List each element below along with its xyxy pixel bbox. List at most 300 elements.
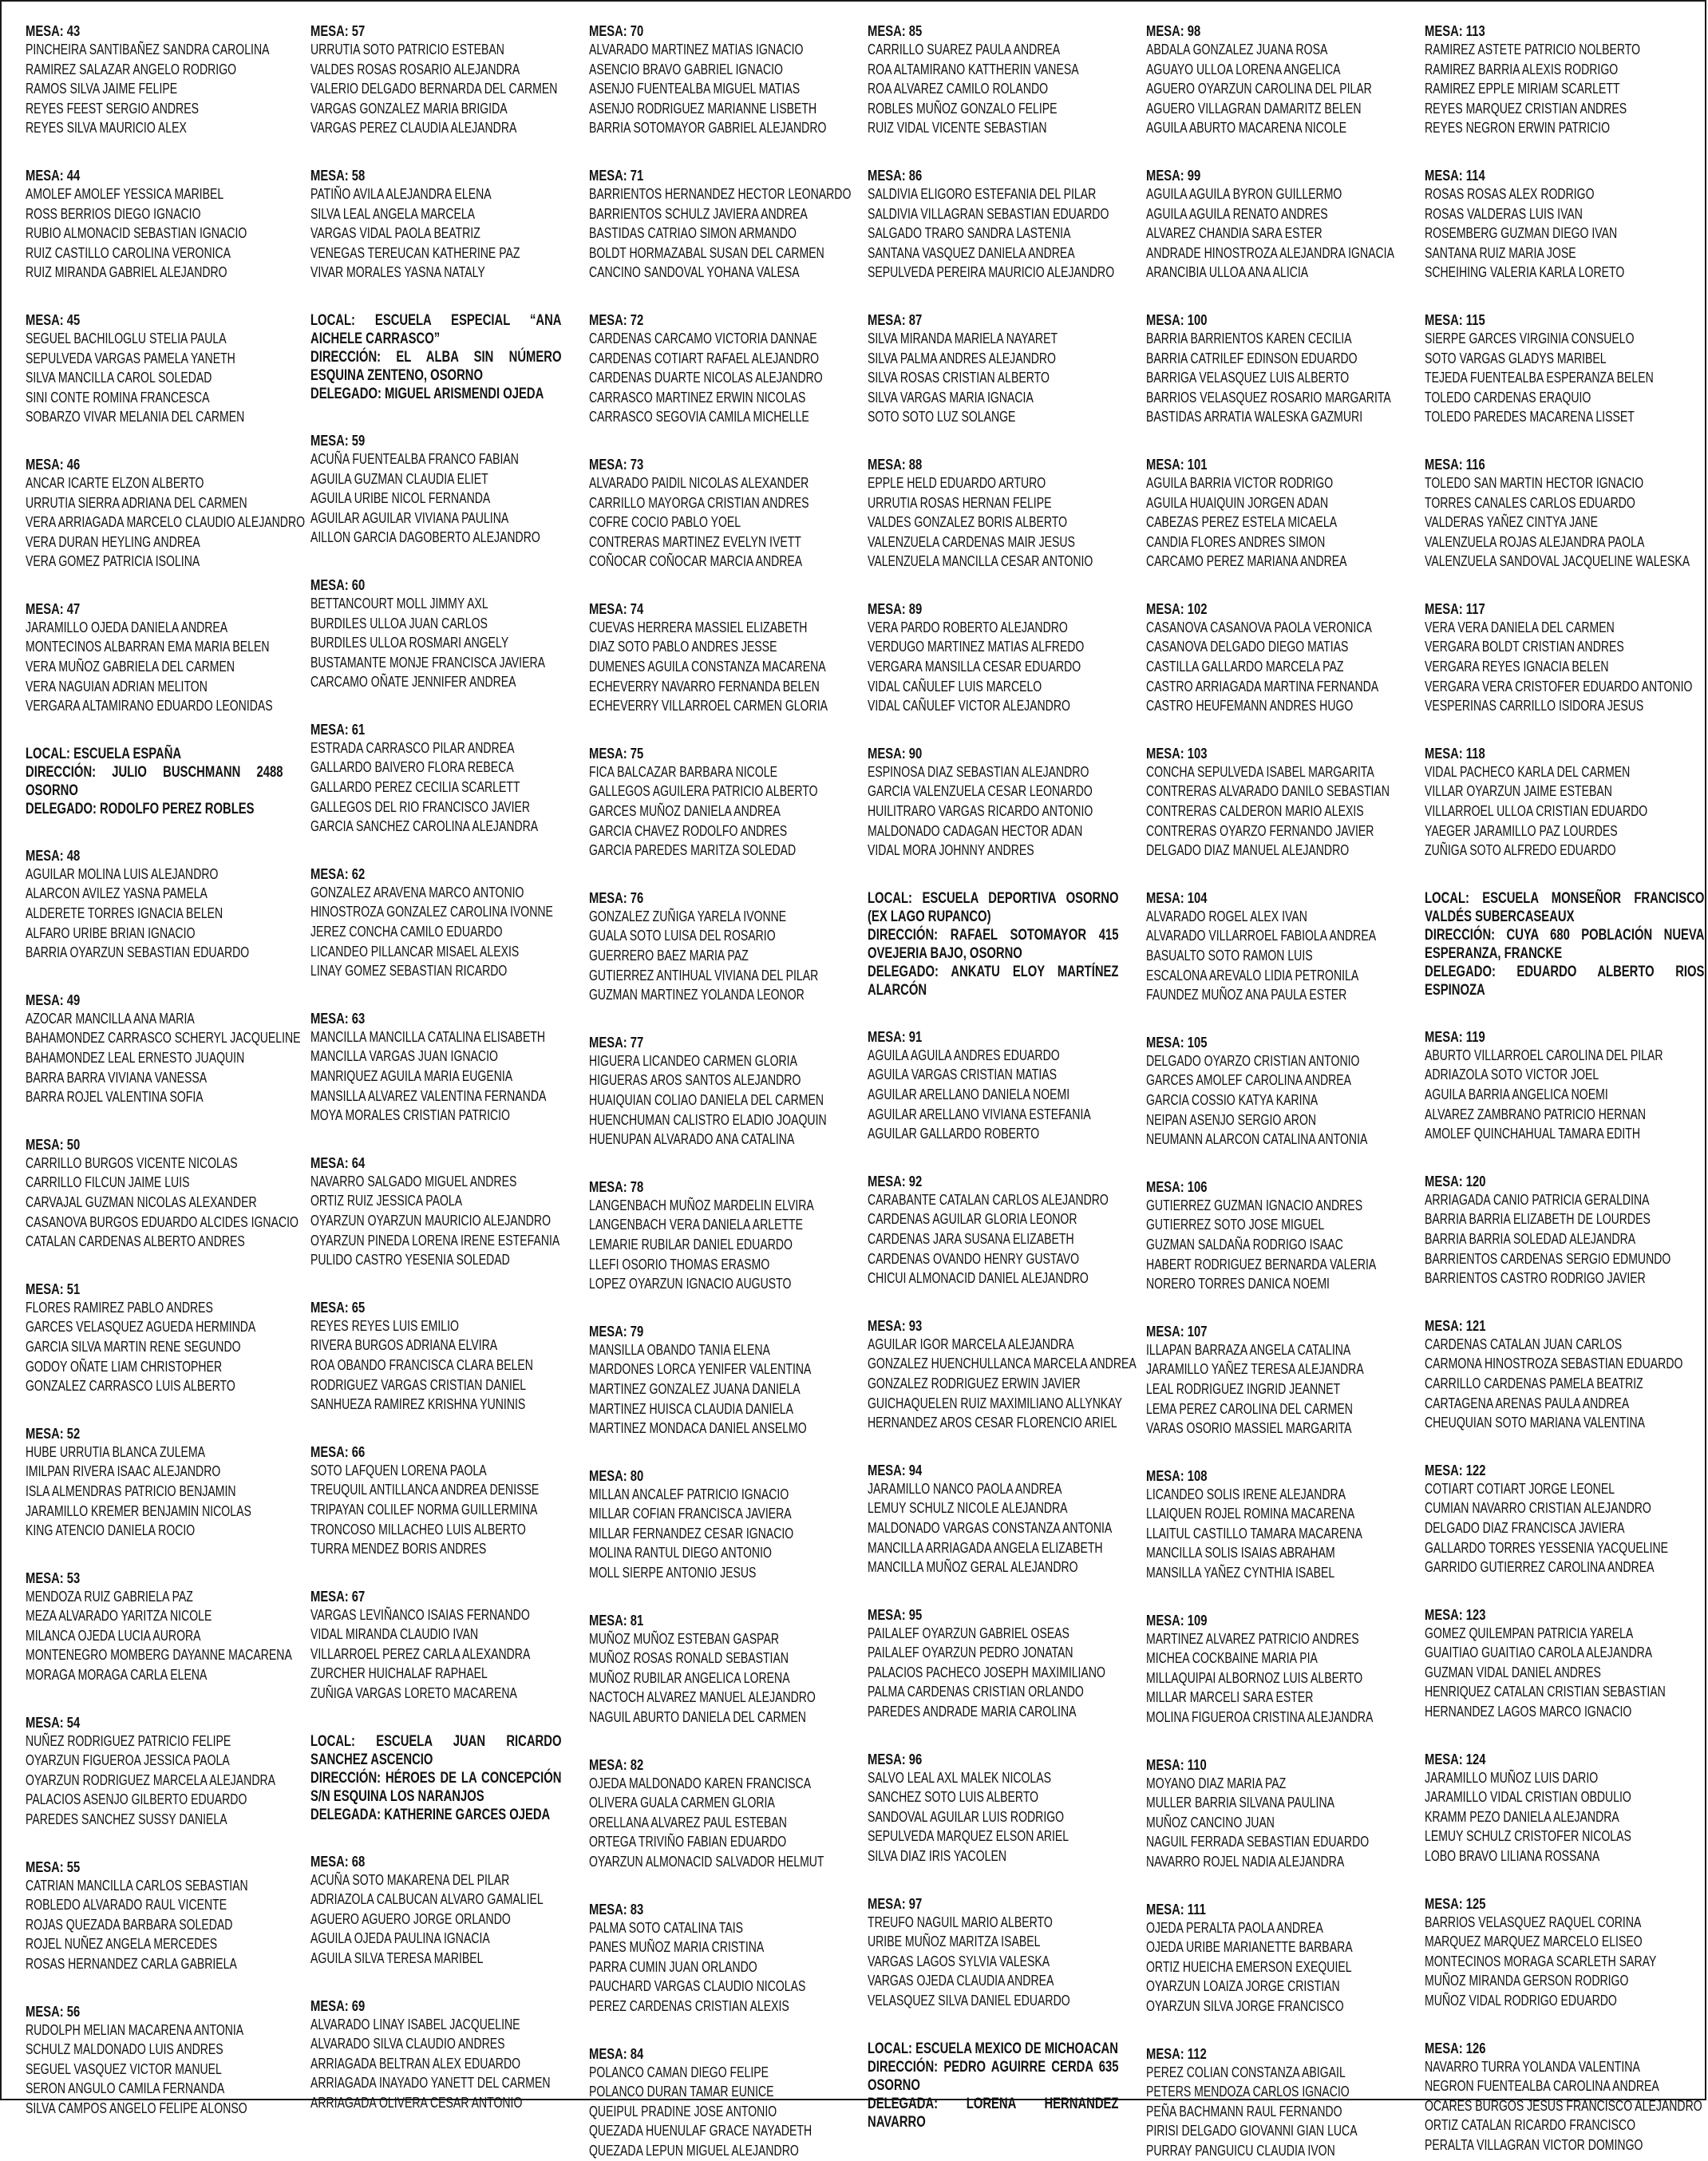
member-name: OJEDA URIBE MARIANETTE BARBARA — [1146, 1938, 1353, 1956]
member-name: GUAITIAO GUAITIAO CAROLA ALEJANDRA — [1425, 1644, 1653, 1661]
member-name: SEPULVEDA MARQUEZ ELSON ARIEL — [868, 1827, 1069, 1845]
mesa-title: MESA: 95 — [868, 1605, 923, 1623]
member-name: CARRILLO MAYORGA CRISTIAN ANDRES — [589, 493, 809, 511]
member-name: CASANOVA CASANOVA PAOLA VERONICA — [1146, 618, 1372, 635]
member-name: ARANCIBIA ULLOA ANA ALICIA — [1146, 263, 1309, 281]
member-name: SCHULZ MALDONADO LUIS ANDRES — [26, 2040, 223, 2058]
member-name: ORTEGA TRIVIÑO FABIAN EDUARDO — [589, 1833, 787, 1850]
mesa-block — [310, 865, 562, 981]
member-name: ALVARADO MARTINEZ MATIAS IGNACIO — [589, 41, 804, 57]
member-name: HINOSTROZA GONZALEZ CAROLINA IVONNE — [310, 903, 553, 920]
member-name: ALVARADO ROGEL ALEX IVAN — [1146, 907, 1307, 924]
member-name: VIDAL PACHECO KARLA DEL CARMEN — [1425, 762, 1631, 780]
member-name: BASUALTO SOTO RAMON LUIS — [1146, 947, 1313, 964]
member-name: EPPLE HELD EDUARDO ARTURO — [868, 473, 1046, 491]
member-name: OYARZUN LOAIZA JORGE CRISTIAN — [1146, 1977, 1340, 1995]
member-name: LICANDEO PILLANCAR MISAEL ALEXIS — [310, 942, 520, 960]
member-name: GARCES AMOLEF CAROLINA ANDREA — [1146, 1071, 1352, 1089]
member-name: RAMIREZ BARRIA ALEXIS RODRIGO — [1425, 60, 1619, 77]
member-name: TORRES CANALES CARLOS EDUARDO — [1425, 493, 1635, 511]
member-name: AGUILAR IGOR MARCELA ALEJANDRA — [868, 1335, 1074, 1352]
member-name: PALACIOS PACHECO JOSEPH MAXIMILIANO — [868, 1663, 1105, 1680]
member-name: VESPERINAS CARRILLO ISIDORA JESUS — [1425, 697, 1644, 714]
member-name: AZOCAR MANCILLA ANA MARIA — [26, 1009, 195, 1027]
member-name: MARQUEZ MARQUEZ MARCELO ELISEO — [1425, 1933, 1643, 1950]
member-name: RAMIREZ EPPLE MIRIAM SCARLETT — [1425, 80, 1620, 97]
member-name: AGUILAR MOLINA LUIS ALEJANDRO — [26, 865, 219, 882]
member-name: HENRIQUEZ CATALAN CRISTIAN SEBASTIAN — [1425, 1683, 1666, 1700]
mesa-title: MESA: 74 — [589, 600, 644, 617]
mesa-title: MESA: 104 — [1146, 889, 1208, 906]
member-name: PETERS MENDOZA CARLOS IGNACIO — [1146, 2083, 1350, 2100]
member-name: MONTECINOS MORAGA SCARLETH SARAY — [1425, 1952, 1657, 1969]
member-name: CARRILLO BURGOS VICENTE NICOLAS — [26, 1154, 238, 1171]
mesa-block — [589, 745, 840, 861]
member-name: OJEDA PERALTA PAOLA ANDREA — [1146, 1918, 1323, 1936]
member-name: SOTO LAFQUEN LORENA PAOLA — [310, 1461, 487, 1478]
member-name: SALDIVIA ELIGORO ESTEFANIA DEL PILAR — [868, 184, 1097, 202]
member-name: GUTIERREZ SOTO JOSE MIGUEL — [1146, 1216, 1325, 1233]
member-name: VALDES GONZALEZ BORIS ALBERTO — [868, 513, 1068, 531]
member-name: URRUTIA SIERRA ADRIANA DEL CARMEN — [26, 493, 247, 511]
member-name: CARCAMO PEREZ MARIANA ANDREA — [1146, 552, 1347, 570]
mesa-title: MESA: 71 — [589, 166, 644, 184]
member-name: MOYANO DIAZ MARIA PAZ — [1146, 1774, 1287, 1791]
member-name: ALVARADO LINAY ISABEL JACQUELINE — [310, 2015, 520, 2032]
mesa-title: MESA: 91 — [868, 1027, 923, 1045]
member-name: CASTRO HEUFEMANN ANDRES HUGO — [1146, 697, 1354, 714]
member-name: CHEUQUIAN SOTO MARIANA VALENTINA — [1425, 1414, 1646, 1431]
member-name: GALLEGOS DEL RIO FRANCISCO JAVIER — [310, 798, 531, 815]
member-name: CASTILLA GALLARDO MARCELA PAZ — [1146, 658, 1344, 675]
mesa-block — [1425, 311, 1705, 427]
member-name: GUTIERREZ GUZMAN IGNACIO ANDRES — [1146, 1196, 1363, 1213]
member-name: SILVA ROSAS CRISTIAN ALBERTO — [868, 369, 1050, 386]
mesa-block — [26, 455, 306, 572]
member-name: RAMIREZ SALAZAR ANGELO RODRIGO — [26, 60, 237, 77]
local-name: LOCAL: ESCUELA ESPECIAL “ANA AICHELE CARRASCO” — [310, 311, 562, 347]
member-name: RAMIREZ ASTETE PATRICIO NOLBERTO — [1425, 41, 1641, 57]
member-name: AGUILA VARGAS CRISTIAN MATIAS — [868, 1066, 1057, 1083]
member-name: ALVARADO PAIDIL NICOLAS ALEXANDER — [589, 473, 809, 491]
local-info-block — [26, 745, 283, 818]
mesa-title: MESA: 62 — [310, 865, 366, 882]
mesa-block — [589, 1467, 840, 1583]
member-name: IMILPAN RIVERA ISAAC ALEJANDRO — [26, 1462, 221, 1480]
member-name: ROSAS HERNANDEZ CARLA GABRIELA — [26, 1955, 237, 1972]
member-name: VILLARROEL PEREZ CARLA ALEXANDRA — [310, 1644, 531, 1662]
member-name: VERGARA REYES IGNACIA BELEN — [1425, 658, 1609, 675]
member-name: SANHUEZA RAMIREZ KRISHNA YUNINIS — [310, 1395, 526, 1413]
mesa-title: MESA: 82 — [589, 1755, 644, 1773]
member-name: AGUERO VILLAGRAN DAMARITZ BELEN — [1146, 99, 1362, 117]
mesa-block — [310, 1997, 562, 2113]
mesa-block — [1425, 600, 1705, 716]
mesa-block — [589, 2045, 840, 2161]
member-name: BARRIA SOTOMAYOR GABRIEL ALEJANDRO — [589, 119, 827, 137]
member-name: URRUTIA SOTO PATRICIO ESTEBAN — [310, 41, 504, 57]
mesa-title: MESA: 120 — [1425, 1172, 1486, 1189]
member-name: COFRE COCIO PABLO YOEL — [589, 513, 741, 531]
member-name: TURRA MENDEZ BORIS ANDRES — [310, 1540, 487, 1557]
member-name: BARRIA BARRIA SOLEDAD ALEJANDRA — [1425, 1229, 1636, 1247]
mesa-block — [310, 1853, 562, 1969]
member-name: AGUILAR ARELLANO VIVIANA ESTEFANIA — [868, 1105, 1091, 1122]
member-name: PALMA CARDENAS CRISTIAN ORLANDO — [868, 1683, 1084, 1700]
member-name: SEGUEL BACHILOGLU STELIA PAULA — [26, 329, 227, 346]
member-name: AMOLEF AMOLEF YESSICA MARIBEL — [26, 184, 224, 202]
member-name: MILLAQUIPAI ALBORNOZ LUIS ALBERTO — [1146, 1668, 1363, 1686]
member-name: MEZA ALVARADO YARITZA NICOLE — [26, 1607, 212, 1625]
member-name: ORELLANA ALVAREZ PAUL ESTEBAN — [589, 1813, 787, 1831]
member-name: AGUILA HUAIQUIN JORGEN ADAN — [1146, 493, 1329, 511]
mesa-title: MESA: 60 — [310, 576, 366, 593]
member-name: ABDALA GONZALEZ JUANA ROSA — [1146, 41, 1328, 57]
member-name: ADRIAZOLA SOTO VICTOR JOEL — [1425, 1066, 1599, 1083]
member-name: VALENZUELA MANCILLA CESAR ANTONIO — [868, 552, 1093, 570]
member-name: BOLDT HORMAZABAL SUSAN DEL CARMEN — [589, 243, 824, 261]
local-info — [310, 311, 561, 403]
member-name: PARRA CUMIN JUAN ORLANDO — [589, 1957, 757, 1975]
member-name: QUEZADA LEPUN MIGUEL ALEJANDRO — [589, 2141, 799, 2159]
mesa-title: MESA: 114 — [1425, 166, 1485, 184]
member-name: VERGARA VERA CRISTOFER EDUARDO ANTONIO — [1425, 677, 1693, 695]
member-name: SEGUEL VASQUEZ VICTOR MANUEL — [26, 2060, 222, 2077]
member-name: POLANCO CAMAN DIEGO FELIPE — [589, 2063, 769, 2080]
member-name: GALLEGOS AGUILERA PATRICIO ALBERTO — [589, 782, 818, 800]
member-name: AGUERO OYARZUN CAROLINA DEL PILAR — [1146, 80, 1372, 97]
member-name: ROJAS QUEZADA BARBARA SOLEDAD — [26, 1915, 233, 1933]
local-delegate: DELEGADO: EDUARDO ALBERTO RIOS ESPINOZA — [1425, 963, 1705, 999]
mesa-block — [26, 1280, 283, 1396]
mesa-block — [1146, 889, 1398, 1005]
mesa-title: MESA: 72 — [589, 311, 644, 328]
member-name: VENEGAS TEREUCAN KATHERINE PAZ — [310, 243, 520, 261]
member-name: ROSAS VALDERAS LUIS IVAN — [1425, 204, 1583, 222]
member-name: PINCHEIRA SANTIBAÑEZ SANDRA CAROLINA — [26, 41, 270, 57]
member-name: MILLAR COFIAN FRANCISCA JAVIERA — [589, 1505, 792, 1522]
mesa-block — [310, 1299, 562, 1415]
mesa-block — [868, 1462, 1119, 1577]
member-name: CANCINO SANDOVAL YOHANA VALESA — [589, 263, 800, 281]
member-name: SCHEIHING VALERIA KARLA LORETO — [1425, 263, 1625, 281]
member-name: AGUILAR AGUILAR VIVIANA PAULINA — [310, 509, 509, 526]
local-delegate: DELEGADO: MIGUEL ARISMENDI OJEDA — [310, 385, 544, 402]
member-name: VALENZUELA SANDOVAL JACQUELINE WALESKA — [1425, 552, 1690, 570]
member-name: VARGAS PEREZ CLAUDIA ALEJANDRA — [310, 119, 517, 137]
local-info — [26, 745, 283, 818]
member-name: AGUERO AGUERO JORGE ORLANDO — [310, 1910, 511, 1927]
member-name: VIVAR MORALES YASNA NATALY — [310, 263, 485, 281]
mesa-block — [589, 1612, 840, 1728]
member-name: MALDONADO VARGAS CONSTANZA ANTONIA — [868, 1518, 1113, 1536]
mesa-block — [26, 1425, 283, 1541]
member-name: SILVA CAMPOS ANGELO FELIPE ALONSO — [26, 2099, 247, 2116]
mesa-title: MESA: 73 — [589, 455, 644, 473]
member-name: BARRIGA VELASQUEZ LUIS ALBERTO — [1146, 369, 1350, 386]
member-name: ROBLEDO ALVARADO RAUL VICENTE — [26, 1896, 227, 1914]
member-name: OLIVERA GUALA CARMEN GLORIA — [589, 1794, 775, 1811]
member-name: VERGARA BOLDT CRISTIAN ANDRES — [1425, 638, 1624, 655]
mesa-block — [1425, 22, 1705, 138]
member-name: AGUILA BARRIA VICTOR RODRIGO — [1146, 473, 1334, 491]
mesa-block — [26, 847, 283, 963]
member-name: NAVARRO TURRA YOLANDA VALENTINA — [1425, 2057, 1640, 2075]
member-name: ASENJO FUENTEALBA MIGUEL MATIAS — [589, 80, 801, 97]
mesa-title: MESA: 112 — [1146, 2044, 1207, 2062]
member-name: PEREZ CARDENAS CRISTIAN ALEXIS — [589, 1997, 789, 2014]
member-name: OCARES BURGOS JESUS FRANCISCO ALEJANDRO — [1425, 2096, 1702, 2114]
mesa-title: MESA: 52 — [26, 1424, 81, 1442]
member-name: NAVARRO ROJEL NADIA ALEJANDRA — [1146, 1853, 1345, 1870]
member-name: SILVA VARGAS MARIA IGNACIA — [868, 388, 1034, 406]
member-name: VARGAS LAGOS SYLVIA VALESKA — [868, 1952, 1050, 1969]
column-layout — [2, 2, 1705, 2159]
member-name: VARGAS VIDAL PAOLA BEATRIZ — [310, 224, 480, 242]
mesa-title: MESA: 45 — [26, 311, 81, 328]
column-4 — [844, 2, 1137, 2131]
member-name: VARGAS GONZALEZ MARIA BRIGIDA — [310, 99, 508, 117]
member-name: MALDONADO CADAGAN HECTOR ADAN — [868, 821, 1083, 839]
member-name: SILVA MIRANDA MARIELA NAYARET — [868, 329, 1058, 346]
member-name: MARTINEZ HUISCA CLAUDIA DANIELA — [589, 1399, 794, 1417]
member-name: VIDAL CAÑULEF VICTOR ALEJANDRO — [868, 697, 1070, 714]
mesa-block — [868, 1606, 1119, 1722]
member-name: AGUAYO ULLOA LORENA ANGELICA — [1146, 60, 1341, 77]
member-name: CARDENAS DUARTE NICOLAS ALEJANDRO — [589, 369, 823, 386]
local-address: DIRECCIÓN: JULIO BUSCHMANN 2488 OSORNO — [26, 763, 283, 799]
member-name: GARCIA PAREDES MARITZA SOLEDAD — [589, 841, 797, 859]
member-name: JARAMILLO YAÑEZ TERESA ALEJANDRA — [1146, 1360, 1364, 1378]
mesa-title: MESA: 125 — [1425, 1894, 1486, 1912]
member-name: OYARZUN OYARZUN MAURICIO ALEJANDRO — [310, 1211, 552, 1229]
member-name: ALDERETE TORRES IGNACIA BELEN — [26, 904, 223, 922]
member-name: JARAMILLO KREMER BENJAMIN NICOLAS — [26, 1502, 251, 1519]
mesa-title: MESA: 121 — [1425, 1316, 1486, 1334]
mesa-title: MESA: 96 — [868, 1750, 923, 1767]
member-name: LLEFI OSORIO THOMAS ERASMO — [589, 1255, 770, 1272]
mesa-block — [1146, 1901, 1398, 2017]
member-name: LANGENBACH MUÑOZ MARDELIN ELVIRA — [589, 1196, 814, 1213]
member-name: RIVERA BURGOS ADRIANA ELVIRA — [310, 1336, 498, 1354]
member-name: ARRIAGADA INAYADO YANETT DEL CARMEN — [310, 2074, 551, 2092]
mesa-title: MESA: 57 — [310, 22, 366, 39]
member-name: MOYA MORALES CRISTIAN PATRICIO — [310, 1106, 510, 1124]
member-name: GARCIA COSSIO KATYA KARINA — [1146, 1090, 1319, 1108]
mesa-block — [589, 456, 840, 572]
mesa-block — [589, 1034, 840, 1150]
mesa-title: MESA: 126 — [1425, 2039, 1486, 2056]
member-name: PIRISI DELGADO GIOVANNI GIAN LUCA — [1146, 2122, 1358, 2139]
local-delegate: DELEGADO: ANKATU ELOY MARTÍNEZ ALARCÓN — [868, 963, 1119, 999]
member-name: SOBARZO VIVAR MELANIA DEL CARMEN — [26, 408, 245, 425]
mesa-block — [310, 1154, 562, 1270]
member-name: RUIZ VIDAL VICENTE SEBASTIAN — [868, 119, 1047, 137]
mesa-title: MESA: 88 — [868, 455, 923, 473]
mesa-block — [589, 1323, 840, 1439]
member-name: JARAMILLO OJEDA DANIELA ANDREA — [26, 618, 228, 635]
member-name: BAHAMONDEZ LEAL ERNESTO JUAQUIN — [26, 1049, 245, 1066]
mesa-title: MESA: 109 — [1146, 1611, 1208, 1629]
member-name: CATALAN CARDENAS ALBERTO ANDRES — [26, 1233, 245, 1250]
local-name: LOCAL: ESCUELA DEPORTIVA OSORNO (EX LAGO RUPANCO) — [868, 889, 1119, 925]
mesa-title: MESA: 68 — [310, 1852, 366, 1870]
member-name: ILLAPAN BARRAZA ANGELA CATALINA — [1146, 1340, 1351, 1358]
member-name: SILVA DIAZ IRIS YACOLEN — [868, 1847, 1006, 1865]
member-name: BARRIOS VELASQUEZ ROSARIO MARGARITA — [1146, 388, 1391, 406]
member-name: GUALA SOTO LUISA DEL ROSARIO — [589, 927, 776, 944]
member-name: CARRASCO MARTINEZ ERWIN NICOLAS — [589, 388, 806, 406]
member-name: CONTRERAS ALVARADO DANILO SEBASTIAN — [1146, 782, 1390, 800]
mesa-title: MESA: 113 — [1425, 22, 1485, 39]
member-name: MANCILLA MANCILLA CATALINA ELISABETH — [310, 1027, 546, 1045]
mesa-title: MESA: 48 — [26, 846, 81, 864]
member-name: CARRILLO CARDENAS PAMELA BEATRIZ — [1425, 1374, 1643, 1391]
mesa-title: MESA: 50 — [26, 1135, 81, 1153]
member-name: ALFARO URIBE BRIAN IGNACIO — [26, 924, 196, 941]
member-name: MILANCA OJEDA LUCIA AURORA — [26, 1626, 201, 1644]
member-name: QUEZADA HUENULAF GRACE NAYADETH — [589, 2122, 812, 2139]
column-5 — [1122, 2, 1401, 2159]
member-name: CUEVAS HERRERA MASSIEL ELIZABETH — [589, 618, 808, 635]
member-name: SALVO LEAL AXL MALEK NICOLAS — [868, 1768, 1052, 1786]
member-name: ESTRADA CARRASCO PILAR ANDREA — [310, 738, 515, 756]
member-name: HUENUPAN ALVARADO ANA CATALINA — [589, 1130, 795, 1148]
member-name: ACUÑA FUENTEALBA FRANCO FABIAN — [310, 449, 519, 467]
member-name: VALENZUELA ROJAS ALEJANDRA PAOLA — [1425, 532, 1645, 550]
local-info — [1425, 889, 1704, 999]
member-name: AGUILA ABURTO MACARENA NICOLE — [1146, 119, 1347, 137]
local-delegate: DELEGADA: LORENA HERNANDEZ NAVARRO — [868, 2095, 1119, 2131]
member-name: OYARZUN FIGUEROA JESSICA PAOLA — [26, 1751, 230, 1769]
mesa-block — [310, 22, 562, 138]
mesa-title: MESA: 51 — [26, 1280, 81, 1297]
member-name: ARRIAGADA OLIVERA CESAR ANTONIO — [310, 2094, 523, 2111]
mesa-block — [1146, 1756, 1398, 1872]
member-name: ROSEMBERG GUZMAN DIEGO IVAN — [1425, 224, 1618, 242]
mesa-title: MESA: 78 — [589, 1177, 644, 1195]
member-name: SEPULVEDA VARGAS PAMELA YANETH — [26, 349, 235, 366]
mesa-title: MESA: 97 — [868, 1894, 923, 1912]
mesa-block — [1146, 167, 1398, 283]
member-name: SOTO SOTO LUZ SOLANGE — [868, 408, 1016, 425]
member-name: MILLAR MARCELI SARA ESTER — [1146, 1688, 1314, 1706]
member-name: BARRIENTOS HERNANDEZ HECTOR LEONARDO — [589, 184, 852, 202]
member-name: SANCHEZ SOTO LUIS ALBERTO — [868, 1788, 1039, 1806]
mesa-title: MESA: 80 — [589, 1466, 644, 1484]
member-name: VILLAR OYARZUN JAIME ESTEBAN — [1425, 782, 1612, 800]
local-address: DIRECCIÓN: RAFAEL SOTOMAYOR 415 OVEJERIA BAJO, OSORNO — [868, 926, 1119, 962]
member-name: DELGADO DIAZ FRANCISCA JAVIERA — [1425, 1518, 1625, 1536]
member-name: CARVAJAL GUZMAN NICOLAS ALEXANDER — [26, 1193, 257, 1210]
mesa-title: MESA: 63 — [310, 1009, 366, 1027]
member-name: DELGADO DIAZ MANUEL ALEJANDRO — [1146, 841, 1350, 859]
mesa-title: MESA: 98 — [1146, 22, 1201, 39]
member-name: CARABANTE CATALAN CARLOS ALEJANDRO — [868, 1190, 1109, 1208]
mesa-title: MESA: 49 — [26, 991, 81, 1008]
member-name: MARTINEZ ALVAREZ PATRICIO ANDRES — [1146, 1629, 1359, 1647]
mesa-block — [1146, 1178, 1398, 1294]
member-name: LOPEZ OYARZUN IGNACIO AUGUSTO — [589, 1275, 792, 1292]
member-name: GOMEZ QUILEMPAN PATRICIA YARELA — [1425, 1624, 1634, 1641]
mesa-block — [1146, 1323, 1398, 1439]
member-name: JEREZ CONCHA CAMILO EDUARDO — [310, 923, 503, 940]
member-name: BARRIA OYARZUN SEBASTIAN EDUARDO — [26, 944, 250, 961]
member-name: COÑOCAR COÑOCAR MARCIA ANDREA — [589, 552, 803, 570]
member-name: MULLER BARRIA SILVANA PAULINA — [1146, 1794, 1334, 1811]
mesa-block — [868, 600, 1119, 716]
local-delegate: DELEGADA: KATHERINE GARCES OJEDA — [310, 1806, 551, 1823]
member-name: REYES MARQUEZ CRISTIAN ANDRES — [1425, 99, 1627, 117]
member-name: BASTIDAS ARRATIA WALESKA GAZMURI — [1146, 408, 1363, 425]
member-name: SALDIVIA VILLAGRAN SEBASTIAN EDUARDO — [868, 204, 1109, 222]
member-name: SANDOVAL AGUILAR LUIS RODRIGO — [868, 1807, 1065, 1825]
member-name: ROBLES MUÑOZ GONZALO FELIPE — [868, 99, 1058, 117]
mesa-block — [310, 1010, 562, 1126]
mesa-title: MESA: 47 — [26, 600, 81, 617]
local-name: LOCAL: ESCUELA MEXICO DE MICHOACAN — [868, 2040, 1118, 2057]
mesa-block — [26, 991, 301, 1107]
member-name: TEJEDA FUENTEALBA ESPERANZA BELEN — [1425, 369, 1654, 386]
member-name: SILVA MANCILLA CAROL SOLEDAD — [26, 369, 212, 386]
column-1 — [2, 2, 306, 2116]
member-name: BURDILES ULLOA JUAN CARLOS — [310, 614, 488, 631]
member-name: PALACIOS ASENJO GILBERTO EDUARDO — [26, 1791, 247, 1808]
member-name: BARRIA CATRILEF EDINSON EDUARDO — [1146, 349, 1358, 366]
member-name: SOTO VARGAS GLADYS MARIBEL — [1425, 349, 1607, 366]
member-name: QUEIPUL PRADINE JOSE ANTONIO — [589, 2102, 777, 2119]
mesa-title: MESA: 83 — [589, 1900, 644, 1918]
mesa-title: MESA: 117 — [1425, 600, 1485, 617]
mesa-title: MESA: 75 — [589, 744, 644, 762]
mesa-title: MESA: 115 — [1425, 311, 1485, 328]
member-name: LEMA PEREZ CAROLINA DEL CARMEN — [1146, 1399, 1353, 1417]
member-name: GARCIA SANCHEZ CAROLINA ALEJANDRA — [310, 817, 539, 835]
member-name: ANDRADE HINOSTROZA ALEJANDRA IGNACIA — [1146, 243, 1394, 261]
member-name: VERGARA MANSILLA CESAR EDUARDO — [868, 658, 1081, 675]
member-name: SIERPE GARCES VIRGINIA CONSUELO — [1425, 329, 1635, 346]
member-name: KRAMM PEZO DANIELA ALEJANDRA — [1425, 1807, 1619, 1825]
local-info — [310, 1732, 561, 1824]
member-name: BARRIENTOS CARDENAS SERGIO EDMUNDO — [1425, 1249, 1671, 1267]
member-name: ACUÑA SOTO MAKARENA DEL PILAR — [310, 1870, 510, 1888]
member-name: VERGARA ALTAMIRANO EDUARDO LEONIDAS — [26, 697, 273, 714]
member-name: PAILALEF OYARZUN GABRIEL OSEAS — [868, 1624, 1069, 1641]
mesa-block — [1425, 1317, 1705, 1433]
member-name: PAREDES SANCHEZ SUSSY DANIELA — [26, 1811, 227, 1828]
member-name: TOLEDO PAREDES MACARENA LISSET — [1425, 408, 1635, 425]
mesa-block — [868, 22, 1119, 138]
member-name: NAGUIL ABURTO DANIELA DEL CARMEN — [589, 1708, 806, 1726]
local-info-block — [310, 1732, 562, 1824]
member-name: HERNANDEZ AROS CESAR FLORENCIO ARIEL — [868, 1414, 1117, 1431]
member-name: VALDERAS YAÑEZ CINTYA JANE — [1425, 513, 1598, 531]
member-name: CONTRERAS MARTINEZ EVELYN IVETT — [589, 532, 801, 550]
member-name: LEMUY SCHULZ NICOLE ALEJANDRA — [868, 1499, 1068, 1517]
member-name: MUÑOZ ROSAS RONALD SEBASTIAN — [589, 1649, 789, 1667]
member-name: VERA MUÑOZ GABRIELA DEL CARMEN — [26, 658, 235, 675]
member-name: AGUILA AGUILA RENATO ANDRES — [1146, 204, 1328, 222]
mesa-title: MESA: 107 — [1146, 1322, 1208, 1340]
member-name: SALGADO TRARO SANDRA LASTENIA — [868, 224, 1071, 242]
member-name: AGUILA URIBE NICOL FERNANDA — [310, 489, 491, 507]
member-name: VERA GOMEZ PATRICIA ISOLINA — [26, 552, 200, 570]
member-name: BASTIDAS CATRIAO SIMON ARMANDO — [589, 224, 797, 242]
mesa-block — [1146, 1034, 1398, 1150]
member-name: CABEZAS PEREZ ESTELA MICAELA — [1146, 513, 1338, 531]
member-name: MUÑOZ MIRANDA GERSON RODRIGO — [1425, 1972, 1629, 1989]
member-name: MUÑOZ VIDAL RODRIGO EDUARDO — [1425, 1992, 1617, 2009]
